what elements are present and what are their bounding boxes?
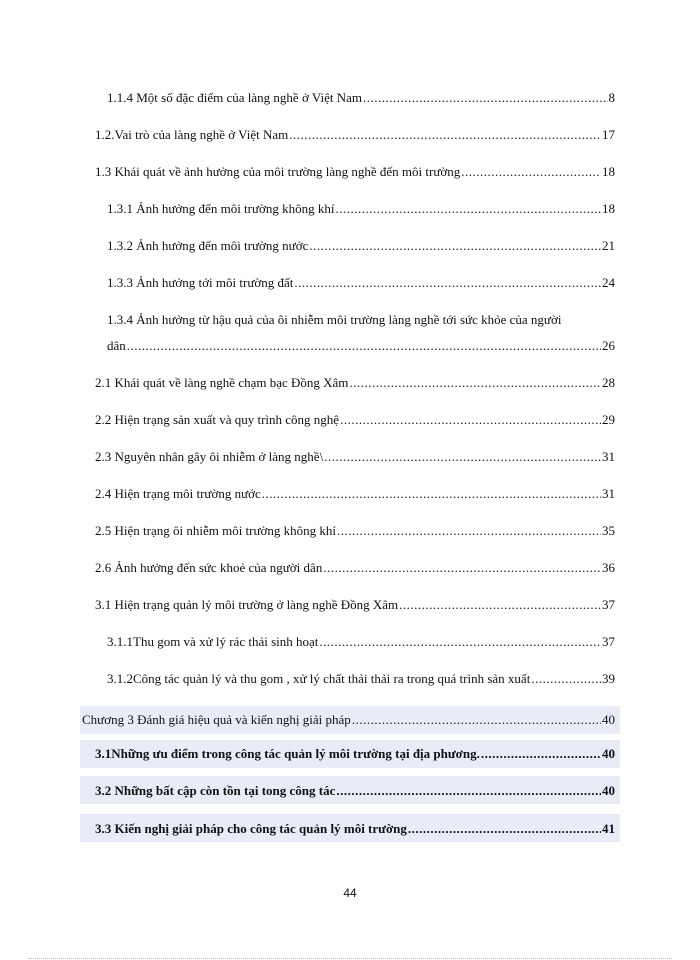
toc-entry[interactable]	[95, 412, 615, 428]
toc-entry[interactable]	[95, 486, 615, 502]
toc-entry-chapter[interactable]	[82, 712, 615, 728]
toc-entry-title: 2.4 Hiện trạng môi trường nước	[95, 486, 261, 501]
toc-entry-page: 35	[602, 523, 615, 538]
toc-entry-page: 39	[602, 671, 615, 686]
toc-entry-title: 1.3.4 Ảnh hưởng từ hậu quả của ôi nhiễm môi trường làng nghề tới sức khỏe của người	[107, 312, 562, 327]
toc-entry[interactable]	[95, 164, 615, 180]
toc-entry-page: 26	[602, 338, 615, 353]
toc-leader-dots	[340, 412, 601, 428]
toc-entry-title: 1.3.3 Ảnh hưởng tới môi trường đất	[107, 275, 294, 290]
toc-leader-dots	[531, 671, 601, 687]
toc-entry[interactable]	[95, 375, 615, 391]
toc-entry[interactable]	[107, 201, 615, 217]
toc-entry-title: 3.1 Hiện trạng quản lý môi trường ở làng nghề Đồng Xâm	[95, 597, 399, 612]
page-bottom-divider	[28, 958, 672, 959]
toc-entry[interactable]	[95, 127, 615, 143]
toc-entry[interactable]	[107, 634, 615, 650]
toc-entry-title: 1.3 Khái quát về ảnh hưởng của môi trường làng nghề đến môi trường	[95, 164, 461, 179]
toc-entry[interactable]	[107, 238, 615, 254]
toc-entry-wrapped[interactable]	[107, 312, 615, 328]
toc-entry-page: 41	[602, 821, 615, 836]
toc-entry-page: 40	[602, 712, 615, 727]
toc-entry[interactable]	[95, 746, 615, 762]
toc-entry-title: dân	[107, 338, 126, 353]
toc-entry-page: 40	[602, 746, 615, 761]
toc-entry[interactable]	[95, 523, 615, 539]
toc-entry-title: 2.2 Hiện trạng sản xuất và quy trình công nghệ	[95, 412, 340, 427]
toc-leader-dots	[309, 238, 601, 254]
toc-entry[interactable]	[95, 560, 615, 576]
toc-entry[interactable]	[107, 671, 615, 687]
toc-entry-title: 3.3 Kiến nghị giải pháp cho công tác quản lý môi trường	[95, 821, 407, 836]
toc-entry-page: 31	[602, 449, 615, 464]
toc-entry[interactable]	[107, 90, 615, 106]
toc-entry[interactable]	[95, 449, 615, 465]
toc-entry-title: 2.1 Khái quát về làng nghề chạm bạc Đồng Xâm	[95, 375, 349, 390]
toc-entry-page: 18	[602, 201, 615, 216]
toc-leader-dots	[324, 449, 601, 465]
toc-entry-title: 1.1.4 Một số đặc điểm của làng nghề ở Việt Nam	[107, 90, 362, 105]
toc-entry-page: 18	[602, 164, 615, 179]
toc-entry-title: Chương 3 Đánh giá hiệu quả và kiến nghị giải pháp	[82, 712, 351, 727]
toc-entry-page: 36	[602, 560, 615, 575]
toc-entry[interactable]	[95, 783, 615, 799]
toc-leader-dots	[363, 90, 608, 106]
toc-entry-page: 24	[602, 275, 615, 290]
toc-entry[interactable]	[107, 275, 615, 291]
toc-entry-page: 8	[608, 90, 615, 105]
toc-leader-dots	[349, 375, 601, 391]
toc-entry-title: 3.1.1Thu gom và xử lý rác thải sinh hoạt	[107, 634, 319, 649]
toc-entry-continuation[interactable]	[107, 338, 615, 354]
page-number: 44	[343, 886, 357, 900]
toc-leader-dots	[352, 712, 601, 728]
toc-entry-page: 29	[602, 412, 615, 427]
toc-entry-page: 17	[602, 127, 615, 142]
toc-entry-page: 31	[602, 486, 615, 501]
toc-entry-title: 1.3.2 Ảnh hưởng đến môi trường nước	[107, 238, 309, 253]
toc-entry[interactable]	[95, 821, 615, 837]
toc-entry[interactable]	[95, 597, 615, 613]
toc-leader-dots	[336, 783, 601, 799]
toc-leader-dots	[408, 821, 601, 837]
toc-entry-title: 2.5 Hiện trạng ôi nhiễm môi trường không khí	[95, 523, 337, 538]
toc-entry-title: 2.6 Ảnh hưởng đến sức khoẻ của người dân	[95, 560, 323, 575]
toc-entry-page: 40	[602, 783, 615, 798]
toc-leader-dots	[337, 523, 601, 539]
toc-leader-dots	[262, 486, 601, 502]
toc-entry-title: 2.3 Nguyên nhân gây ôi nhiễm ở làng nghề\	[95, 449, 324, 464]
toc-entry-title: 3.2 Những bất cập còn tồn tại tong công tác	[95, 783, 336, 798]
toc-leader-dots	[323, 560, 601, 576]
toc-entry-page: 37	[602, 597, 615, 612]
toc-leader-dots	[461, 164, 601, 180]
toc-leader-dots	[289, 127, 601, 143]
toc-leader-dots	[294, 275, 601, 291]
toc-leader-dots	[399, 597, 601, 613]
toc-leader-dots	[481, 746, 601, 762]
toc-leader-dots	[127, 338, 601, 354]
toc-entry-page: 37	[602, 634, 615, 649]
toc-entry-title: 3.1Những ưu điểm trong công tác quản lý môi trường tại địa phương.	[95, 746, 480, 761]
toc-entry-title: 3.1.2Công tác quản lý và thu gom , xử lý chất thải thải ra trong quá trình sản xuất	[107, 671, 531, 686]
toc-entry-page: 28	[602, 375, 615, 390]
toc-leader-dots	[336, 201, 601, 217]
toc-entry-page: 21	[602, 238, 615, 253]
toc-entry-title: 1.3.1 Ảnh hưởng đến môi trường không khí	[107, 201, 335, 216]
toc-entry-title: 1.2.Vai trò của làng nghề ở Việt Nam	[95, 127, 289, 142]
toc-leader-dots	[319, 634, 601, 650]
